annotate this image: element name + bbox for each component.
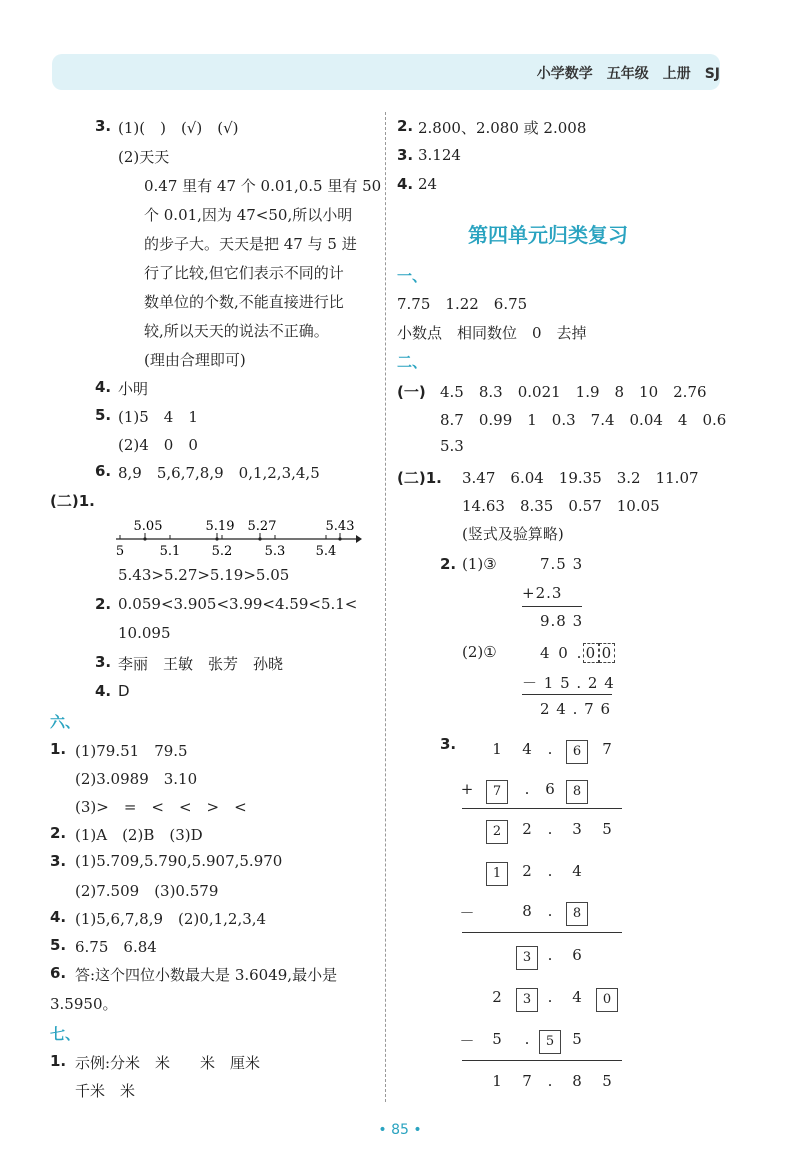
six-q6-line2: 3.5950。 (50, 995, 118, 1013)
v3-digit: . (547, 862, 553, 880)
seven-q1-line1: 示例:分米 米 米 厘米 (75, 1054, 261, 1072)
v2-b-line (522, 694, 612, 695)
nl-point-dot (143, 537, 146, 540)
v3-digit: 7 (602, 740, 612, 758)
v3-answer-box[interactable] (565, 740, 589, 764)
q5-line2: (2)4 0 0 (118, 436, 198, 454)
v3-box-value: 5 (539, 1030, 561, 1054)
v3-digit: 5 (572, 1030, 582, 1048)
r4-answer: 24 (418, 175, 438, 193)
q3-note: (理由合理即可) (144, 351, 246, 369)
page-number: • 85 • (378, 1122, 422, 1138)
number-line-arrow (356, 535, 362, 543)
q2-line1: 0.059<3.905<3.99<4.59<5.1< (118, 595, 358, 613)
q5-number: 5. (95, 406, 112, 424)
v3-digit: . (547, 988, 553, 1006)
unit-review-title: 第四单元归类复习 (468, 223, 628, 247)
v3-digit: － (459, 1032, 475, 1050)
s2-label: 二、 (397, 353, 428, 371)
v3-digit: . (547, 946, 553, 964)
six-q4-number: 4. (50, 908, 67, 926)
s1-line1: 7.75 1.22 6.75 (397, 295, 528, 313)
v3-digit: 4 (572, 988, 582, 1006)
v3-answer-box[interactable] (515, 946, 539, 970)
v3-box-value: 3 (516, 946, 538, 970)
s2-p2-line1: 3.47 6.04 19.35 3.2 11.07 (462, 469, 699, 487)
nl-point-dot (215, 537, 218, 540)
v3-digit: 1 (492, 740, 502, 758)
six-q2-answer: (1)A (2)B (3)D (75, 826, 203, 844)
q3-line: 数单位的个数,不能直接进行比 (144, 293, 344, 311)
s2-p1-line2: 8.7 0.99 1 0.3 7.4 0.04 4 0.6 (440, 411, 727, 429)
q3b-number: 3. (95, 653, 112, 671)
q6-answer: 8,9 5,6,7,8,9 0,1,2,3,4,5 (118, 464, 320, 482)
v2-a-top: 7.5 3 (540, 555, 584, 573)
six-q5-number: 5. (50, 936, 67, 954)
q4b-answer: D (118, 682, 130, 700)
order-answer: 5.43>5.27>5.19>5.05 (118, 566, 290, 584)
q4-answer: 小明 (118, 380, 149, 398)
r4-number: 4. (397, 175, 414, 193)
s1-line2: 小数点 相同数位 0 去掉 (397, 324, 587, 342)
v3-digit: 6 (572, 946, 582, 964)
six-q3-line2: (2)7.509 (3)0.579 (75, 882, 219, 900)
r2-number: 2. (397, 117, 414, 135)
v3-digit: + (460, 780, 474, 798)
v3-digit: 2 (522, 862, 532, 880)
v3-box-value: 2 (486, 820, 508, 844)
six-q1-line2: (2)3.0989 3.10 (75, 770, 198, 788)
section-six-label: 六、 (50, 713, 81, 731)
section-seven-label: 七、 (50, 1025, 81, 1043)
six-q3-number: 3. (50, 852, 67, 870)
nl-mark-label: 5.19 (205, 519, 235, 534)
nl-tick-label: 5.2 (211, 544, 233, 557)
column-divider (385, 112, 386, 1102)
v3-sum-line (462, 1060, 622, 1061)
v3-digit: 8 (522, 902, 532, 920)
v3-answer-box[interactable] (515, 988, 539, 1012)
seven-q1-number: 1. (50, 1052, 67, 1070)
q4-number: 4. (95, 378, 112, 396)
q6-number: 6. (95, 462, 112, 480)
q3-number: 3. (95, 117, 112, 135)
v3-digit: 4 (522, 740, 532, 758)
six-q1-line3: (3)> = < < > < (75, 798, 247, 816)
nl-tick-label: 5.3 (264, 544, 286, 557)
v3-answer-box[interactable] (485, 862, 509, 886)
s2-p2-line3: (竖式及验算略) (462, 525, 564, 543)
v3-digit: 5 (602, 1072, 612, 1090)
v3-digit: . (547, 1072, 553, 1090)
v2-b-top-digits: 4 0 . (540, 644, 584, 662)
v3-answer-box[interactable] (595, 988, 619, 1012)
v3-digit: . (524, 780, 530, 798)
v3-digit: 5 (602, 820, 612, 838)
v3-box-value: 6 (566, 740, 588, 764)
v2-b-box1: 0 (583, 643, 599, 663)
six-q6-line1: 答:这个四位小数最大是 3.6049,最小是 (75, 966, 338, 984)
v3-box-value: 0 (596, 988, 618, 1012)
v2-b-label: (2)① (462, 643, 497, 661)
nl-tick-label: 5.4 (315, 544, 337, 557)
s2-p1-line3: 5.3 (440, 437, 464, 455)
s2-p2-line2: 14.63 8.35 0.57 10.05 (462, 497, 660, 515)
v3-digit: 1 (492, 1072, 502, 1090)
nl-mark-label: 5.43 (325, 519, 355, 534)
q2-line2: 10.095 (118, 624, 171, 642)
q3-line: 的步子大。天天是把 47 与 5 进 (144, 235, 357, 253)
q3-part1: (1)( ) (√) (√) (118, 119, 239, 137)
six-q5-answer: 6.75 6.84 (75, 938, 157, 956)
v3-digit: 5 (492, 1030, 502, 1048)
q2-number: 2. (95, 595, 112, 613)
v2-b-box2: 0 (599, 643, 615, 663)
v2-b-result: 2 4 . 7 6 (540, 700, 612, 718)
q3-line: 行了比较,但它们表示不同的计 (144, 264, 344, 282)
six-q1-number: 1. (50, 740, 67, 758)
v3-digit: . (547, 820, 553, 838)
s2-p2-label: (二)1. (397, 469, 442, 487)
nl-tick-label: 5.1 (159, 544, 181, 557)
v3-box-value: 8 (566, 780, 588, 804)
v3-box-value: 1 (486, 862, 508, 886)
v3-box-value: 3 (516, 988, 538, 1012)
v3-answer-box[interactable] (565, 902, 589, 926)
six-q3-line1: (1)5.709,5.790,5.907,5.970 (75, 852, 283, 870)
v2-a-label: (1)③ (462, 555, 497, 573)
v3-answer-box[interactable] (565, 780, 589, 804)
nl-point-dot (258, 537, 261, 540)
v3-number: 3. (440, 735, 457, 753)
q3-line: 个 0.01,因为 47<50,所以小明 (144, 206, 353, 224)
part2-label: (二)1. (50, 492, 95, 510)
v3-digit: 7 (522, 1072, 532, 1090)
six-q4-answer: (1)5,6,7,8,9 (2)0,1,2,3,4 (75, 910, 267, 928)
q4b-number: 4. (95, 682, 112, 700)
nl-mark-label: 5.27 (247, 519, 277, 534)
v2-b-top (540, 643, 615, 663)
v3-digit: － (459, 904, 475, 922)
v2-a-line (522, 606, 582, 607)
q3-line: 0.47 里有 47 个 0.01,0.5 里有 50 (144, 177, 382, 195)
v3-digit: 6 (545, 780, 555, 798)
s2-p1-label: (一) (397, 383, 426, 401)
q3-line: 较,所以天天的说法不正确。 (144, 322, 329, 340)
v3-digit: 8 (572, 1072, 582, 1090)
nl-mark-label: 5.05 (133, 519, 163, 534)
v3-answer-box[interactable] (485, 780, 509, 804)
nl-tick-label: 5 (115, 544, 125, 557)
v3-digit: . (524, 1030, 530, 1048)
v3-digit: 3 (572, 820, 582, 838)
number-line (112, 512, 362, 557)
v2-b-subtrahend: － 1 5 . 2 4 (522, 674, 615, 692)
q3b-answer: 李丽 王敏 张芳 孙晓 (118, 655, 284, 673)
v3-sum-line (462, 808, 622, 809)
v3-digit: 2 (492, 988, 502, 1006)
v2-a-addend: +2.3 (522, 584, 563, 602)
r3-number: 3. (397, 146, 414, 164)
v3-answer-box[interactable] (538, 1030, 562, 1054)
seven-q1-line2: 千米 米 (75, 1082, 136, 1100)
q3-part2: (2)天天 (118, 148, 170, 166)
s1-label: 一、 (397, 267, 428, 285)
v2-a-result: 9.8 3 (540, 612, 584, 630)
v3-box-value: 8 (566, 902, 588, 926)
header-title: 小学数学 五年级 上册 SJ (536, 66, 720, 82)
v3-digit: . (547, 902, 553, 920)
r2-answer: 2.800、2.080 或 2.008 (418, 119, 587, 137)
q5-line1: (1)5 4 1 (118, 408, 198, 426)
v3-digit: 2 (522, 820, 532, 838)
v2-number: 2. (440, 555, 457, 573)
v3-box-value: 7 (486, 780, 508, 804)
v3-digit: 4 (572, 862, 582, 880)
six-q2-number: 2. (50, 824, 67, 842)
r3-answer: 3.124 (418, 146, 461, 164)
six-q1-line1: (1)79.51 79.5 (75, 742, 188, 760)
v3-sum-line (462, 932, 622, 933)
v3-digit: . (547, 740, 553, 758)
s2-p1-line1: 4.5 8.3 0.021 1.9 8 10 2.76 (440, 383, 707, 401)
nl-point-dot (338, 537, 341, 540)
six-q6-number: 6. (50, 964, 67, 982)
v3-answer-box[interactable] (485, 820, 509, 844)
